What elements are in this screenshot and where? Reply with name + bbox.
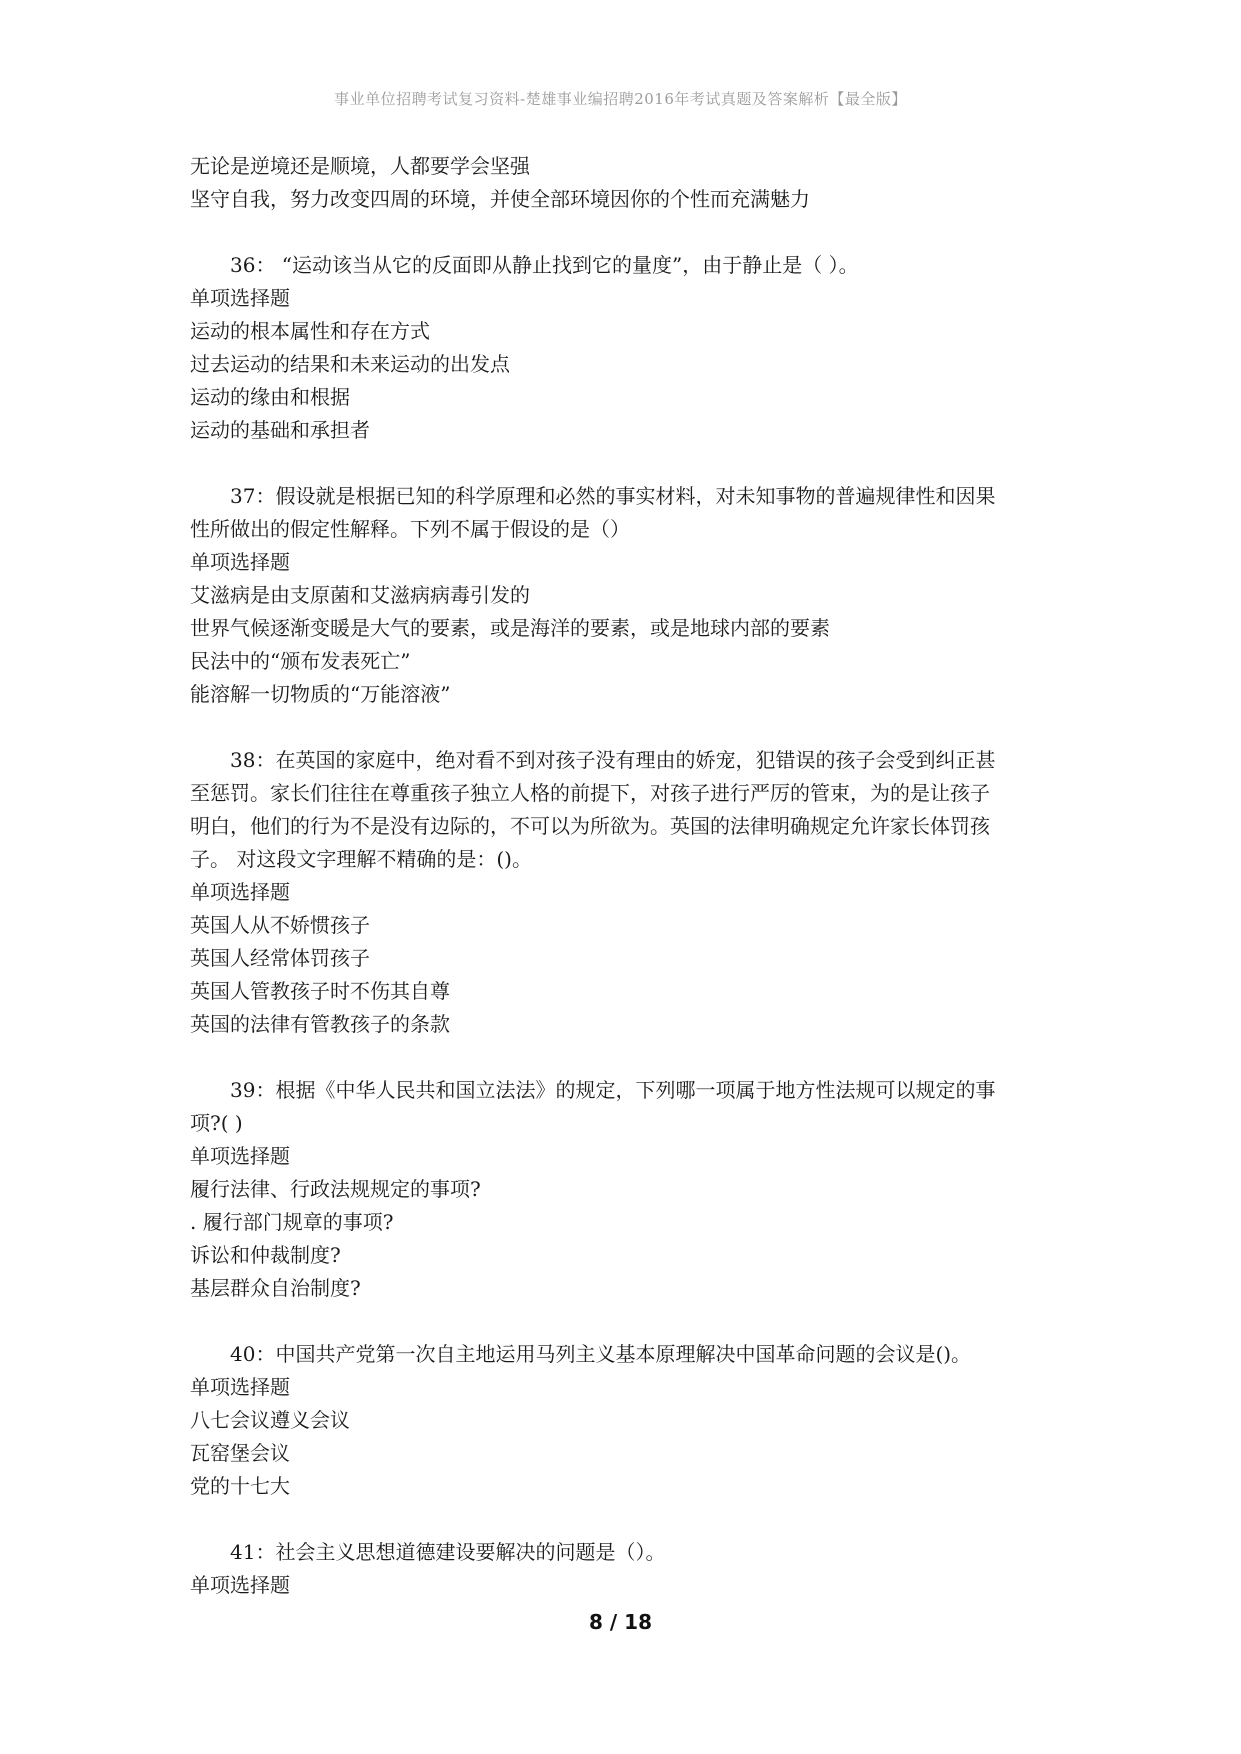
option: 八七会议遵义会议 — [190, 1408, 350, 1432]
page-number: 8 / 18 — [589, 1610, 652, 1634]
question-type: 单项选择题 — [190, 1375, 290, 1399]
question-stem: 37：假设就是根据已知的科学原理和必然的事实材料，对未知事物的普遍规律性和因果 — [230, 484, 996, 508]
prev-option: 无论是逆境还是顺境，人都要学会坚强 — [190, 154, 530, 178]
option: 能溶解一切物质的“万能溶液” — [190, 682, 451, 706]
option: 运动的缘由和根据 — [190, 385, 350, 409]
question-stem: 41：社会主义思想道德建设要解决的问题是（）。 — [230, 1540, 666, 1564]
option: 基层群众自治制度? — [190, 1276, 361, 1300]
question-stem: 项?( ) — [190, 1111, 243, 1135]
option: 英国人管教孩子时不伤其自尊 — [190, 979, 450, 1003]
option: . 履行部门规章的事项? — [190, 1210, 394, 1234]
question-stem: 40：中国共产党第一次自主地运用马列主义基本原理解决中国革命问题的会议是()。 — [230, 1342, 972, 1366]
question-40 — [190, 1338, 1060, 1503]
option: 英国人经常体罚孩子 — [190, 946, 370, 970]
option: 瓦窑堡会议 — [190, 1441, 290, 1465]
question-stem: 至惩罚。家长们往往在尊重孩子独立人格的前提下，对孩子进行严厉的管束，为的是让孩子 — [190, 781, 990, 805]
question-37 — [190, 480, 1060, 711]
option: 运动的基础和承担者 — [190, 418, 370, 442]
document-body — [190, 150, 1060, 1602]
question-type: 单项选择题 — [190, 880, 290, 904]
prev-option: 坚守自我，努力改变四周的环境，并使全部环境因你的个性而充满魅力 — [190, 187, 810, 211]
question-type: 单项选择题 — [190, 286, 290, 310]
question-39 — [190, 1074, 1060, 1305]
question-stem: 39：根据《中华人民共和国立法法》的规定，下列哪一项属于地方性法规可以规定的事 — [230, 1078, 996, 1102]
question-stem: 子。 对这段文字理解不精确的是：()。 — [190, 847, 532, 871]
question-38 — [190, 744, 1060, 1041]
question-stem: 性所做出的假定性解释。下列不属于假设的是（） — [190, 517, 630, 541]
question-stem: 明白，他们的行为不是没有边际的，不可以为所欲为。英国的法律明确规定允许家长体罚孩 — [190, 814, 990, 838]
option: 英国的法律有管教孩子的条款 — [190, 1012, 450, 1036]
option: 艾滋病是由支原菌和艾滋病病毒引发的 — [190, 583, 530, 607]
option: 民法中的“颁布发表死亡” — [190, 649, 411, 673]
option: 诉讼和仲裁制度? — [190, 1243, 341, 1267]
question-36 — [190, 249, 1060, 447]
option: 运动的根本属性和存在方式 — [190, 319, 430, 343]
option: 履行法律、行政法规规定的事项? — [190, 1177, 481, 1201]
question-type: 单项选择题 — [190, 1144, 290, 1168]
question-41 — [190, 1536, 1060, 1602]
question-type: 单项选择题 — [190, 1573, 290, 1597]
option: 过去运动的结果和未来运动的出发点 — [190, 352, 510, 376]
question-stem: 36： “运动该当从它的反面即从静止找到它的量度”，由于静止是（ ）。 — [230, 253, 859, 277]
option: 党的十七大 — [190, 1474, 290, 1498]
option: 世界气候逐渐变暖是大气的要素，或是海洋的要素，或是地球内部的要素 — [190, 616, 830, 640]
option: 英国人从不娇惯孩子 — [190, 913, 370, 937]
question-type: 单项选择题 — [190, 550, 290, 574]
question-stem: 38：在英国的家庭中，绝对看不到对孩子没有理由的娇宠，犯错误的孩子会受到纠正甚 — [230, 748, 996, 772]
page-header: 事业单位招聘考试复习资料-楚雄事业编招聘2016年考试真题及答案解析【最全版】 — [334, 90, 907, 108]
